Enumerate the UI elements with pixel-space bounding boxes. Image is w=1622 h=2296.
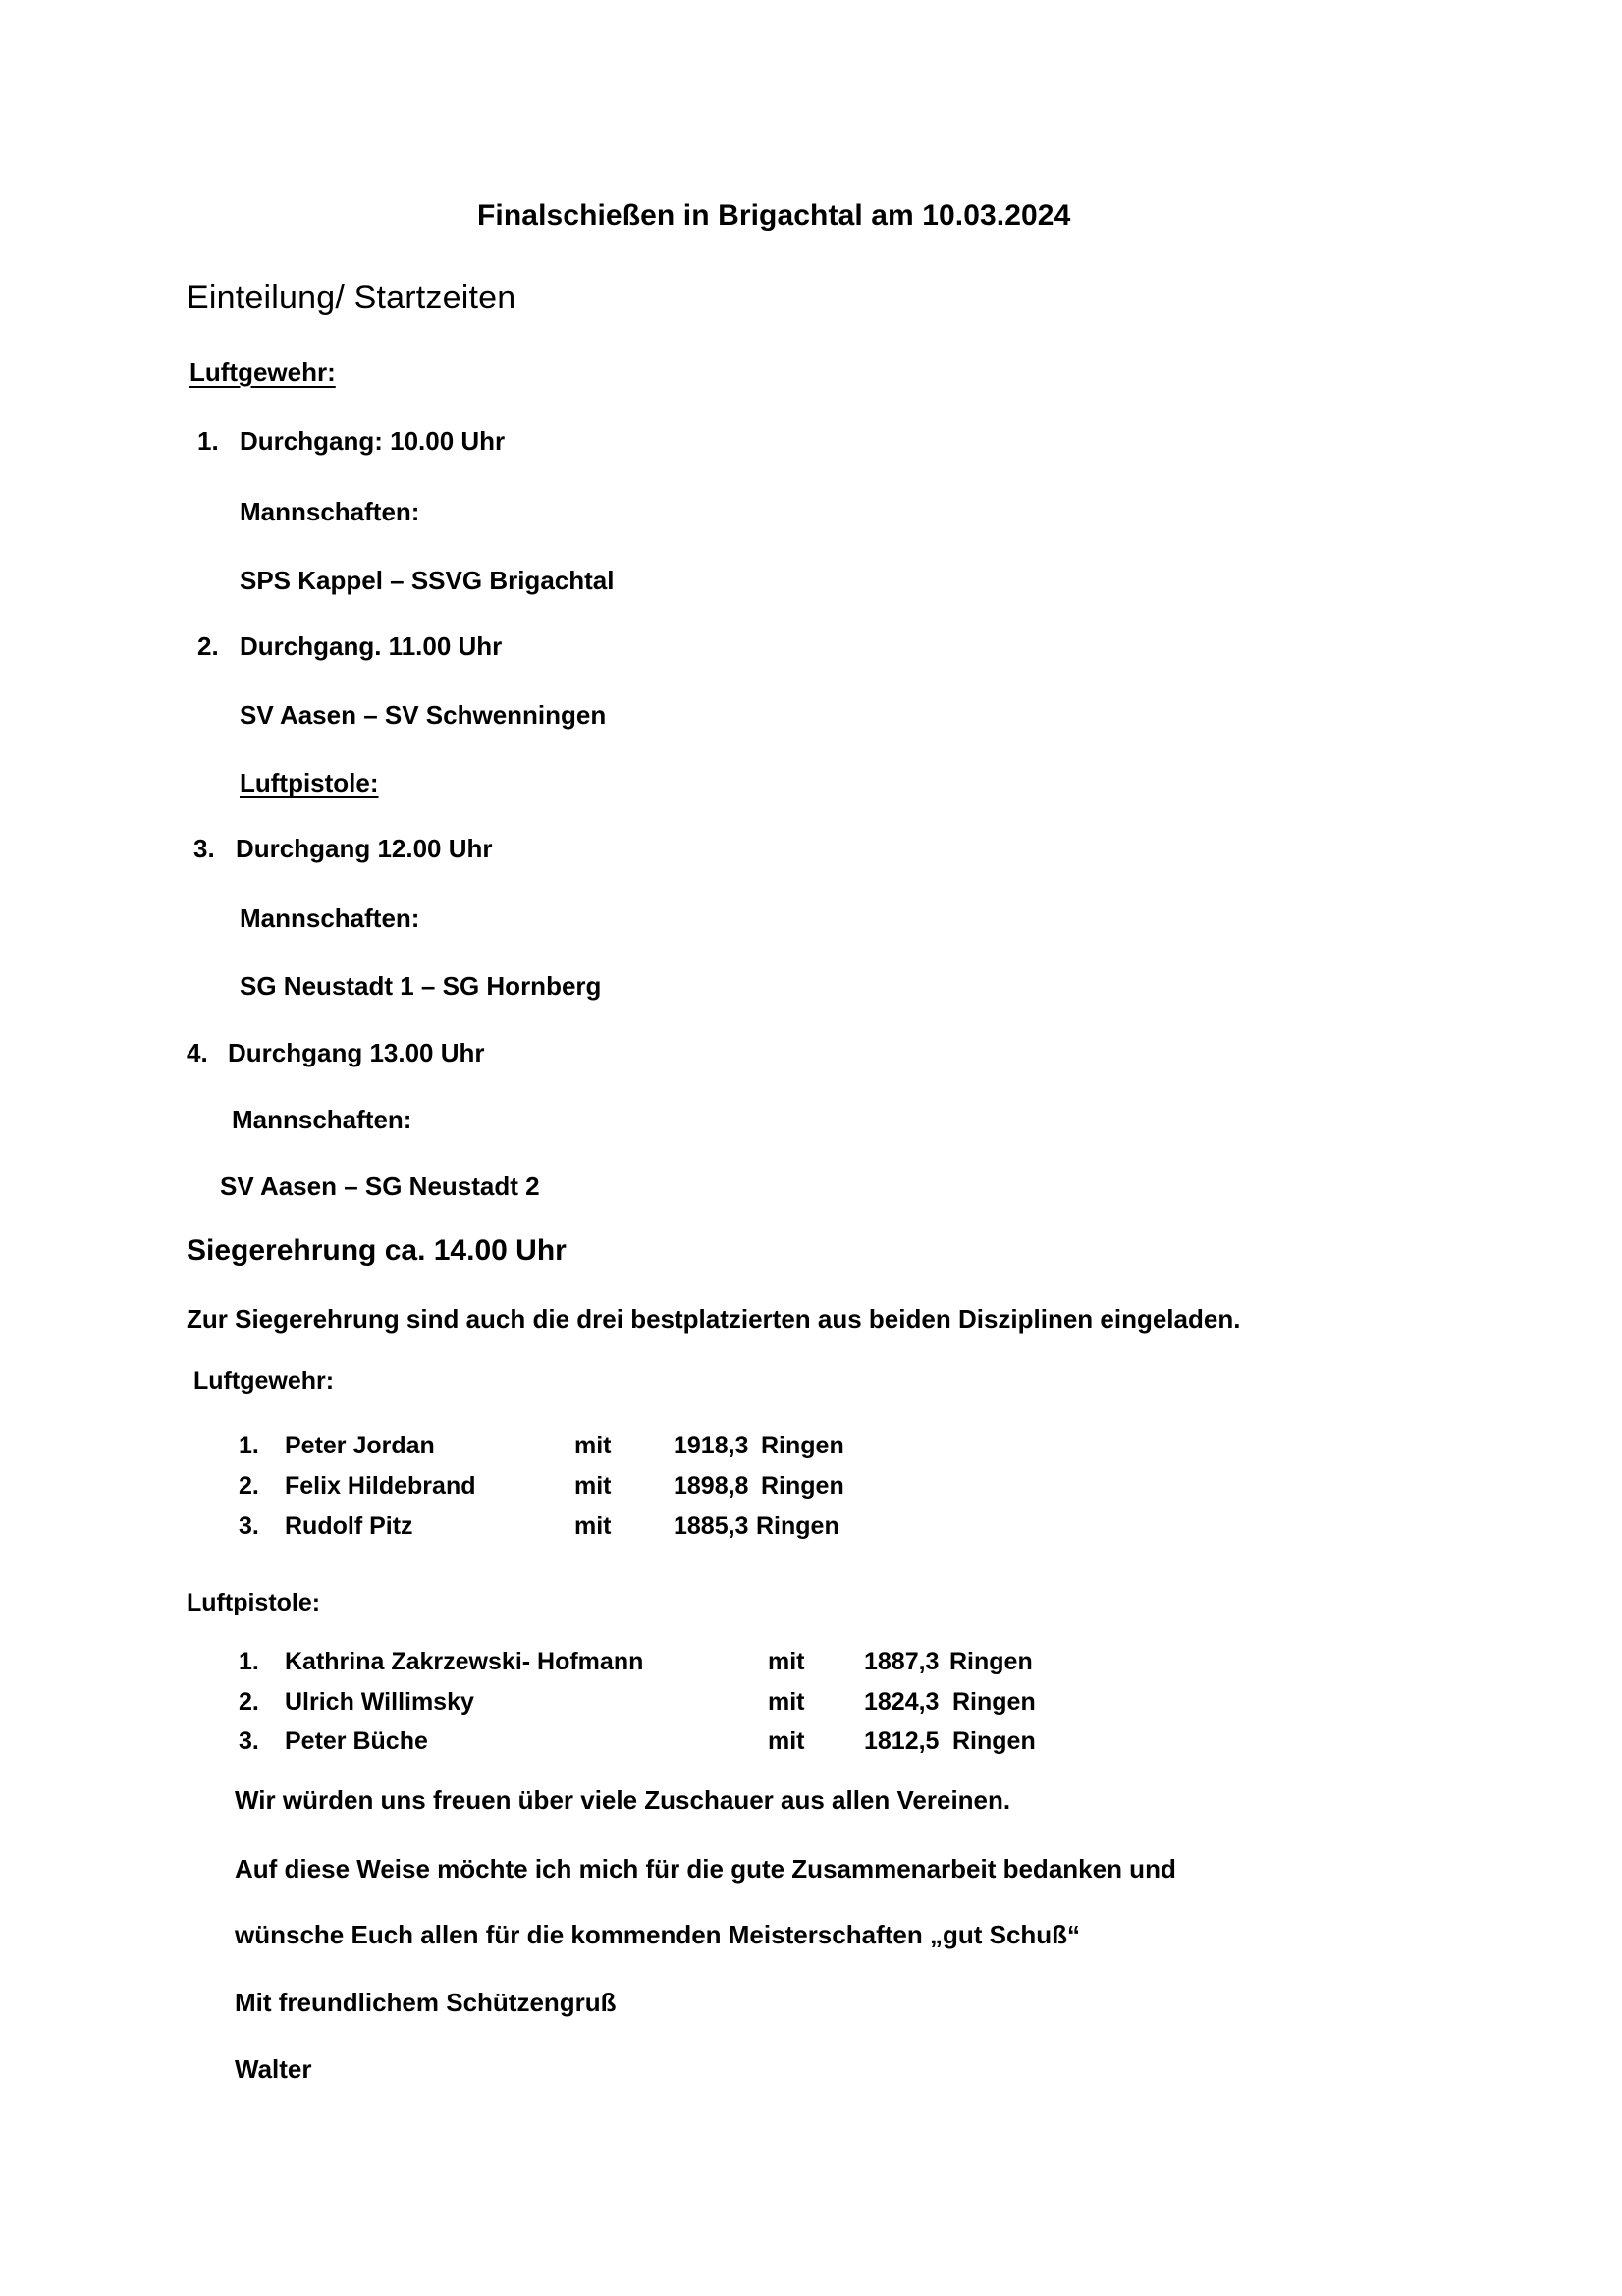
round-1-teams-label: Mannschaften:: [240, 497, 420, 526]
round-2-number: 2.: [197, 631, 219, 661]
section-heading-luftgewehr: Luftgewehr:: [189, 357, 336, 387]
round-1-heading: Durchgang: 10.00 Uhr: [240, 426, 506, 456]
ceremony-intro-text: Zur Siegerehrung sind auch die drei bestplatzierten aus beiden Disziplinen eingeladen.: [187, 1304, 1241, 1334]
closing-line-3: wünsche Euch allen für die kommenden Meisterschaften „gut Schuß“: [235, 1920, 1081, 1949]
round-4-heading: Durchgang 13.00 Uhr: [228, 1038, 485, 1067]
round-1-number: 1.: [197, 426, 219, 456]
signature: Walter: [235, 2054, 312, 2084]
result-rank: 1.: [239, 1432, 259, 1459]
result-rank: 2.: [239, 1472, 259, 1500]
result-mit: mit: [768, 1648, 805, 1675]
result-unit: Ringen: [761, 1472, 844, 1500]
closing-line-1: Wir würden uns freuen über viele Zuschauer aus allen Vereinen.: [235, 1785, 1011, 1815]
results-label-luftgewehr: Luftgewehr:: [193, 1367, 335, 1394]
result-name: Felix Hildebrand: [285, 1472, 476, 1500]
round-2-matchup: SV Aasen – SV Schwenningen: [240, 700, 607, 730]
result-score: 1885,3: [674, 1512, 749, 1540]
result-mit: mit: [574, 1472, 612, 1500]
round-4-teams-label: Mannschaften:: [232, 1105, 412, 1134]
result-score: 1824,3: [864, 1688, 940, 1716]
result-unit: Ringen: [952, 1727, 1036, 1755]
result-score: 1918,3: [674, 1432, 749, 1459]
result-rank: 2.: [239, 1688, 259, 1716]
closing-line-4: Mit freundlichem Schützengruß: [235, 1988, 617, 2017]
result-mit: mit: [574, 1432, 612, 1459]
closing-line-2: Auf diese Weise möchte ich mich für die gute Zusammenarbeit bedanken und: [235, 1854, 1176, 1884]
results-label-luftpistole: Luftpistole:: [187, 1589, 321, 1616]
result-unit: Ringen: [761, 1432, 844, 1459]
result-name: Peter Jordan: [285, 1432, 435, 1459]
round-3-heading: Durchgang 12.00 Uhr: [236, 834, 493, 863]
result-rank: 3.: [239, 1727, 259, 1755]
round-3-teams-label: Mannschaften:: [240, 903, 420, 933]
result-mit: mit: [768, 1688, 805, 1716]
page-title: Finalschießen in Brigachtal am 10.03.2024: [477, 199, 1071, 232]
section-heading-luftpistole: Luftpistole:: [240, 768, 379, 797]
result-unit: Ringen: [952, 1688, 1036, 1716]
result-mit: mit: [768, 1727, 805, 1755]
result-mit: mit: [574, 1512, 612, 1540]
subtitle-einteilung-startzeiten: Einteilung/ Startzeiten: [187, 279, 516, 316]
result-score: 1887,3: [864, 1648, 940, 1675]
result-name: Kathrina Zakrzewski- Hofmann: [285, 1648, 644, 1675]
round-1-matchup: SPS Kappel – SSVG Brigachtal: [240, 566, 615, 595]
round-2-heading: Durchgang. 11.00 Uhr: [240, 631, 503, 661]
result-score: 1812,5: [864, 1727, 940, 1755]
result-unit: Ringen: [756, 1512, 839, 1540]
result-score: 1898,8: [674, 1472, 749, 1500]
round-4-matchup: SV Aasen – SG Neustadt 2: [220, 1172, 540, 1201]
result-name: Peter Büche: [285, 1727, 428, 1755]
round-4-number: 4.: [187, 1038, 208, 1067]
result-name: Rudolf Pitz: [285, 1512, 413, 1540]
round-3-number: 3.: [193, 834, 215, 863]
ceremony-heading: Siegerehrung ca. 14.00 Uhr: [187, 1234, 567, 1267]
result-unit: Ringen: [949, 1648, 1033, 1675]
result-name: Ulrich Willimsky: [285, 1688, 474, 1716]
result-rank: 1.: [239, 1648, 259, 1675]
round-3-matchup: SG Neustadt 1 – SG Hornberg: [240, 971, 602, 1001]
result-rank: 3.: [239, 1512, 259, 1540]
